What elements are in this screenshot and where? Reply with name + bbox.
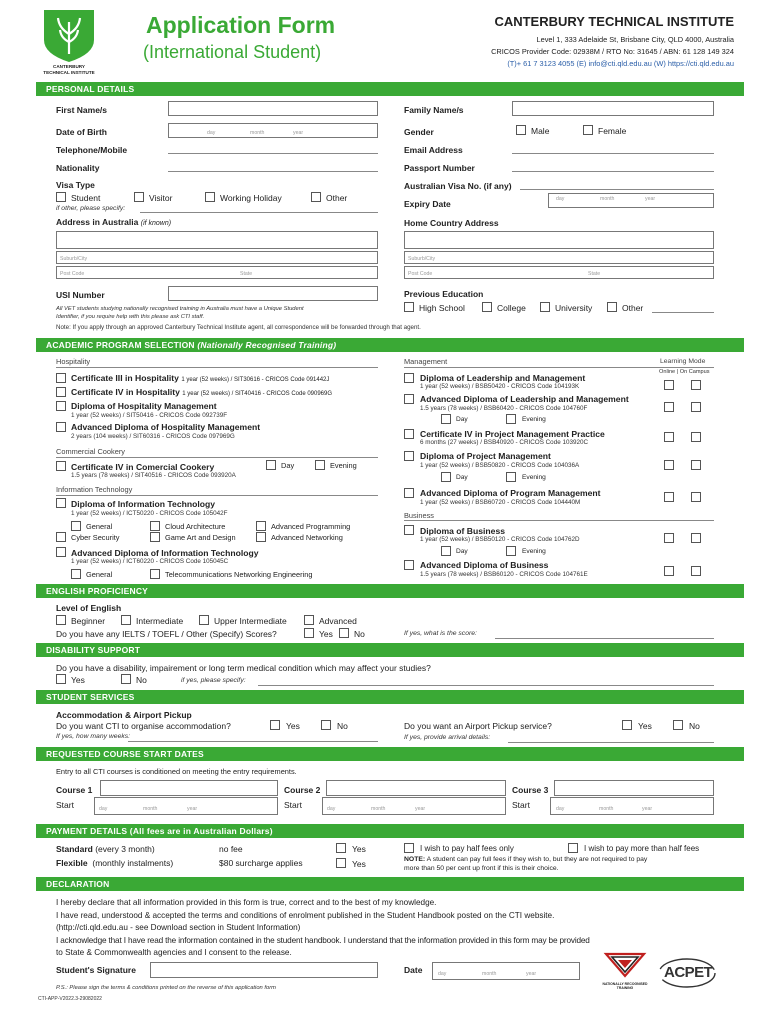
section-disability: DISABILITY SUPPORT xyxy=(36,643,744,657)
home-postcode-hint: Post Code xyxy=(408,271,433,277)
course-dit: Diploma of Information Technology xyxy=(71,499,216,509)
course3-year-hint: year xyxy=(642,806,653,812)
usi-note-2: Identifier, if you require help with this please ask CTI staff. xyxy=(56,314,205,320)
course2-month-hint: month xyxy=(371,806,386,812)
course1-label: Course 1 xyxy=(56,785,93,795)
hospitality-rule xyxy=(56,367,378,368)
course2-year-hint: year xyxy=(415,806,426,812)
dlm-online-checkbox[interactable] xyxy=(664,380,674,390)
db-online-checkbox[interactable] xyxy=(664,533,674,543)
home-suburb-field[interactable] xyxy=(404,251,714,264)
course1-field[interactable] xyxy=(100,780,278,796)
usi-field[interactable] xyxy=(168,286,378,301)
home-state-hint: State xyxy=(588,271,601,277)
female-checkbox[interactable] xyxy=(583,125,593,135)
dit-adv-prog-label: Advanced Programming xyxy=(271,522,351,531)
email-field[interactable] xyxy=(512,153,714,154)
sign-year-hint: year xyxy=(526,971,537,977)
aus-visa-label: Australian Visa No. (if any) xyxy=(404,181,512,191)
logo-lettering: CANTERBURY TECHNICAL INSTITUTE xyxy=(43,64,95,75)
english-intermediate-label: Intermediate xyxy=(136,616,184,626)
first-name-label: First Name/s xyxy=(56,105,108,115)
telephone-label: Telephone/Mobile xyxy=(56,145,128,155)
course-adb-info: 1.5 years (78 weeks) / BSB60120 - CRICOS Code 104761E xyxy=(420,571,588,578)
english-advanced-label: Advanced xyxy=(319,616,357,626)
pickup-question: Do you want an Airport Pickup service? xyxy=(404,721,552,731)
dit-cyber-label: Cyber Security xyxy=(71,533,120,542)
passport-field[interactable] xyxy=(512,171,714,172)
course-c4-hospitality: Certificate IV in Hospitality 1 year (52 weeks) / SIT40416 - CRICOS Code 090969G xyxy=(71,387,333,397)
course-c4-cookery-info: 1.5 years (78 weeks) / SIT40516 - CRICOS Code 093920A xyxy=(71,472,236,479)
pickup-no-label: No xyxy=(689,721,700,731)
edu-high-school-checkbox[interactable] xyxy=(404,302,414,312)
course-adhm: Advanced Diploma of Hospitality Management xyxy=(71,422,261,432)
usi-label: USI Number xyxy=(56,290,105,300)
course-db: Diploma of Business xyxy=(420,526,505,536)
dpm-online-checkbox[interactable] xyxy=(664,460,674,470)
course-adit-checkbox[interactable] xyxy=(56,547,66,557)
accommodation-yes-checkbox[interactable] xyxy=(270,720,280,730)
course-c4pm: Certificate IV in Project Management Practice xyxy=(420,429,605,439)
course-adhm-info: 2 years (104 weeks) / SIT60316 - CRICOS Code 097969G xyxy=(71,433,235,440)
disability-specify-label: if yes, please specify: xyxy=(181,677,246,684)
cookery-day-label: Day xyxy=(281,461,295,470)
expiry-month-hint: month xyxy=(600,196,615,202)
payment-note-2: more than 50 per cent up front if this is their choice. xyxy=(404,865,559,872)
course-adhm-checkbox[interactable] xyxy=(56,422,66,432)
address-au-note: (if known) xyxy=(140,220,172,227)
declaration-line-5: to State & Commonwealth agencies and I consent to the release. xyxy=(56,948,292,957)
course-db-checkbox[interactable] xyxy=(404,525,414,535)
course-dhm-info: 1 year (52 weeks) / SIT50416 - CRICOS Code 092739F xyxy=(71,412,228,419)
english-upper-checkbox[interactable] xyxy=(199,615,209,625)
section-start-dates: REQUESTED COURSE START DATES xyxy=(36,747,744,761)
dpm-evening-checkbox[interactable] xyxy=(506,472,516,482)
course-adlm-checkbox[interactable] xyxy=(404,394,414,404)
course-dit-checkbox[interactable] xyxy=(56,498,66,508)
visa-student-checkbox[interactable] xyxy=(56,192,66,202)
course-dlm-checkbox[interactable] xyxy=(404,373,414,383)
ielts-question: Do you have any IELTS / TOEFL / Other (Specify) Scores? xyxy=(56,629,277,639)
home-address-field[interactable] xyxy=(404,231,714,249)
course-db-info: 1 year (52 weeks) / BSB50120 - CRICOS Code 104762D xyxy=(420,536,580,543)
usi-note-1: All VET students studying nationally recognised training in Australia must have a Unique Student xyxy=(56,306,304,312)
signature-date-label: Date xyxy=(404,965,423,975)
cookery-evening-label: Evening xyxy=(330,461,357,470)
female-label: Female xyxy=(598,126,627,136)
course-c3-hospitality: Certificate III in Hospitality 1 year (52 weeks) / SIT30616 - CRICOS Code 091442J xyxy=(71,373,330,383)
visa-type-label: Visa Type xyxy=(56,180,95,190)
previous-education-label: Previous Education xyxy=(404,289,484,299)
course-c4pm-info: 6 months (27 weeks) / BSB40920 - CRICOS Code 103920C xyxy=(420,439,589,446)
dit-general-checkbox[interactable] xyxy=(71,521,81,531)
male-checkbox[interactable] xyxy=(516,125,526,135)
business-rule xyxy=(404,520,714,521)
section-payment: PAYMENT DETAILS (All fees are in Australian Dollars) xyxy=(36,824,744,838)
accommodation-no-checkbox[interactable] xyxy=(321,720,331,730)
edu-college-label: College xyxy=(497,303,526,313)
course2-day-hint: day xyxy=(327,806,336,812)
dob-field[interactable] xyxy=(168,123,378,138)
edu-other-checkbox[interactable] xyxy=(607,302,617,312)
ps-note: P.S.: Please sign the terms & conditions printed on the reverse of this application form xyxy=(56,985,276,991)
course-adb-checkbox[interactable] xyxy=(404,560,414,570)
nationality-label: Nationality xyxy=(56,163,100,173)
home-address-label: Home Country Address xyxy=(404,218,499,228)
course-adit-info: 1 year (52 weeks) / ICT60220 - CRICOS Code 105045C xyxy=(71,558,229,565)
pickup-no-checkbox[interactable] xyxy=(673,720,683,730)
pay-half-label: I wish to pay half fees only xyxy=(420,844,514,853)
agent-note: Note: If you apply through an approved Canterbury Technical Institute agent, all correspondence will be forwarded through that agent. xyxy=(56,324,421,331)
aus-visa-field[interactable] xyxy=(520,189,714,190)
hospitality-heading: Hospitality xyxy=(56,357,91,366)
adit-general-label: General xyxy=(86,570,113,579)
adit-telecom-label: Telecommunications Networking Engineering xyxy=(165,570,313,579)
dob-day-hint: day xyxy=(207,130,216,136)
adit-general-checkbox[interactable] xyxy=(71,569,81,579)
passport-label: Passport Number xyxy=(404,163,475,173)
visa-other-label: Other xyxy=(326,193,348,203)
payment-standard-checkbox[interactable] xyxy=(336,843,346,853)
acpet-logo xyxy=(656,956,718,990)
form-title: Application Form xyxy=(146,12,336,38)
course-c4-cookery-checkbox[interactable] xyxy=(56,461,66,471)
payment-flexible: Flexible (monthly instalments) xyxy=(56,858,174,868)
course3-field[interactable] xyxy=(554,780,714,796)
payment-note: NOTE: A student can pay full fees if they wish to, but they are not required to pay xyxy=(404,856,648,863)
family-name-field[interactable] xyxy=(512,101,714,116)
ielts-score-field[interactable] xyxy=(495,638,714,639)
commercial-cookery-rule xyxy=(56,457,378,458)
signature-field[interactable] xyxy=(150,962,378,978)
male-label: Male xyxy=(531,126,550,136)
course-c4-hospitality-checkbox[interactable] xyxy=(56,387,66,397)
expiry-year-hint: year xyxy=(645,196,656,202)
course-c4pm-checkbox[interactable] xyxy=(404,429,414,439)
course1-start-field[interactable] xyxy=(94,797,278,815)
dit-adv-prog-checkbox[interactable] xyxy=(256,521,266,531)
home-suburb-hint: Suburb/City xyxy=(408,256,436,262)
cti-logo xyxy=(44,10,94,62)
disability-no-label: No xyxy=(136,675,147,685)
disability-yes-checkbox[interactable] xyxy=(56,674,66,684)
pickup-yes-checkbox[interactable] xyxy=(622,720,632,730)
address-au-field[interactable] xyxy=(56,231,378,249)
english-level-label: Level of English xyxy=(56,603,122,613)
section-declaration: DECLARATION xyxy=(36,877,744,891)
start-dates-note: Entry to all CTI courses is conditioned on meeting the entry requirements. xyxy=(56,767,297,776)
course3-label: Course 3 xyxy=(512,785,549,795)
first-name-field[interactable] xyxy=(168,101,378,116)
dit-cloud-label: Cloud Architecture xyxy=(165,522,226,531)
declaration-line-4: I acknowledge that I have read the information contained in the student handbook. I understand that the information provided in this form may be provided xyxy=(56,936,590,945)
dpm-day-checkbox[interactable] xyxy=(441,472,451,482)
dit-game-label: Game Art and Design xyxy=(165,533,236,542)
address-au-label: Address in Australia (if known) xyxy=(56,217,172,227)
dit-general-label: General xyxy=(86,522,113,531)
adpm-campus-checkbox[interactable] xyxy=(691,492,701,502)
disability-specify-field[interactable] xyxy=(258,685,714,686)
course-adpm: Advanced Diploma of Program Management xyxy=(420,488,601,498)
address-au-postcode-hint: Post Code xyxy=(60,271,85,277)
adlm-online-checkbox[interactable] xyxy=(664,402,674,412)
management-heading: Management xyxy=(404,357,448,366)
accommodation-question: Do you want CTI to organise accommodation? xyxy=(56,721,231,731)
pickup-arrival-field[interactable] xyxy=(508,742,714,743)
visa-other-checkbox[interactable] xyxy=(311,192,321,202)
db-day-checkbox[interactable] xyxy=(441,546,451,556)
expiry-label: Expiry Date xyxy=(404,199,451,209)
visa-working-holiday-label: Working Holiday xyxy=(220,193,282,203)
course-adlm-info: 1.5 years (78 weeks) / BSB60420 - CRICOS Code 104760F xyxy=(420,405,588,412)
db-day-label: Day xyxy=(456,548,468,555)
edu-high-school-label: High School xyxy=(419,303,465,313)
course-dpm: Diploma of Project Management xyxy=(420,451,551,461)
dit-adv-net-checkbox[interactable] xyxy=(256,532,266,542)
course-adit: Advanced Diploma of Information Technology xyxy=(71,548,259,558)
adit-telecom-checkbox[interactable] xyxy=(150,569,160,579)
course1-start-label: Start xyxy=(56,800,74,810)
home-postcode-field[interactable] xyxy=(404,266,714,279)
course2-start-label: Start xyxy=(284,800,302,810)
adlm-day-label: Day xyxy=(456,416,468,423)
institute-codes: CRICOS Provider Code: 02938M / RTO No: 31645 / ABN: 61 128 149 324 xyxy=(491,47,734,56)
expiry-field[interactable] xyxy=(548,193,714,208)
visa-working-holiday-checkbox[interactable] xyxy=(205,192,215,202)
acpet-text: ACPET xyxy=(664,964,713,981)
pay-more-checkbox[interactable] xyxy=(568,843,578,853)
commercial-cookery-heading: Commercial Cookery xyxy=(56,447,125,456)
dit-adv-net-label: Advanced Networking xyxy=(271,533,343,542)
course-adlm: Advanced Diploma of Leadership and Management xyxy=(420,394,629,404)
payment-flexible-checkbox[interactable] xyxy=(336,858,346,868)
course-dhm: Diploma of Hospitality Management xyxy=(71,401,217,411)
ielts-yes-label: Yes xyxy=(319,629,333,639)
course3-start-label: Start xyxy=(512,800,530,810)
ielts-yes-checkbox[interactable] xyxy=(304,628,314,638)
dpm-campus-checkbox[interactable] xyxy=(691,460,701,470)
course-adpm-checkbox[interactable] xyxy=(404,488,414,498)
dit-game-checkbox[interactable] xyxy=(150,532,160,542)
course-dpm-checkbox[interactable] xyxy=(404,451,414,461)
pay-more-label: I wish to pay more than half fees xyxy=(584,844,700,853)
nationality-field[interactable] xyxy=(168,171,378,172)
edu-other-field[interactable] xyxy=(652,312,714,313)
course3-start-field[interactable] xyxy=(550,797,714,815)
payment-standard: Standard (every 3 month) xyxy=(56,844,155,854)
email-label: Email Address xyxy=(404,145,463,155)
signature-date-field[interactable] xyxy=(432,962,580,980)
dit-cyber-checkbox[interactable] xyxy=(56,532,66,542)
address-au-state-hint: State xyxy=(240,271,253,277)
sign-month-hint: month xyxy=(482,971,497,977)
family-name-label: Family Name/s xyxy=(404,105,464,115)
nrt-text: NATIONALLY RECOGNISED TRAINING xyxy=(602,982,648,990)
payment-no-fee: no fee xyxy=(219,844,243,854)
disability-no-checkbox[interactable] xyxy=(121,674,131,684)
it-rule xyxy=(56,495,378,496)
db-campus-checkbox[interactable] xyxy=(691,533,701,543)
course1-month-hint: month xyxy=(143,806,158,812)
course2-field[interactable] xyxy=(326,780,506,796)
course-dlm: Diploma of Leadership and Management xyxy=(420,373,586,383)
disability-yes-label: Yes xyxy=(71,675,85,685)
pickup-arrival-label: If yes, provide arrival details: xyxy=(404,734,491,741)
course3-month-hint: month xyxy=(599,806,614,812)
dit-cloud-checkbox[interactable] xyxy=(150,521,160,531)
expiry-day-hint: day xyxy=(556,196,565,202)
english-intermediate-checkbox[interactable] xyxy=(121,615,131,625)
section-student-services: STUDENT SERVICES xyxy=(36,690,744,704)
edu-university-checkbox[interactable] xyxy=(540,302,550,312)
adb-campus-checkbox[interactable] xyxy=(691,566,701,576)
english-advanced-checkbox[interactable] xyxy=(304,615,314,625)
ielts-no-label: No xyxy=(354,629,365,639)
course1-year-hint: year xyxy=(187,806,198,812)
address-au-postcode-field[interactable] xyxy=(56,266,378,279)
adb-online-checkbox[interactable] xyxy=(664,566,674,576)
it-heading: Information Technology xyxy=(56,485,133,494)
business-heading: Business xyxy=(404,511,434,520)
course2-label: Course 2 xyxy=(284,785,321,795)
edu-college-checkbox[interactable] xyxy=(482,302,492,312)
gender-label: Gender xyxy=(404,127,434,137)
edu-other-label: Other xyxy=(622,303,644,313)
english-beginner-label: Beginner xyxy=(71,616,106,626)
visa-visitor-checkbox[interactable] xyxy=(134,192,144,202)
institute-address: Level 1, 333 Adelaide St, Brisbane City, QLD 4000, Australia xyxy=(536,35,734,44)
course2-start-field[interactable] xyxy=(322,797,506,815)
nrt-logo xyxy=(602,952,648,992)
form-code: CTI-APP-V2022.3-29082022 xyxy=(38,996,102,1002)
adlm-campus-checkbox[interactable] xyxy=(691,402,701,412)
management-rule xyxy=(404,367,714,368)
payment-surcharge: $80 surcharge applies xyxy=(219,858,303,868)
c4pm-online-checkbox[interactable] xyxy=(664,432,674,442)
cookery-evening-checkbox[interactable] xyxy=(315,460,325,470)
section-academic: ACADEMIC PROGRAM SELECTION (Nationally Recognised Training) xyxy=(36,338,744,352)
course-dpm-info: 1 year (52 weeks) / BSB50820 - CRICOS Code 104036A xyxy=(420,462,580,469)
ielts-score-label: If yes, what is the score: xyxy=(404,630,477,637)
address-au-suburb-field[interactable] xyxy=(56,251,378,264)
accommodation-weeks-label: If yes, how many weeks: xyxy=(56,733,131,740)
course-adpm-info: 1 year (52 weeks) / BSB60720 - CRICOS Code 104440M xyxy=(420,499,581,506)
course-c4-cookery: Certificate IV in Comercial Cookery xyxy=(71,462,215,472)
institute-name: CANTERBURY TECHNICAL INSTITUTE xyxy=(494,14,734,29)
db-evening-checkbox[interactable] xyxy=(506,546,516,556)
learning-mode-heading: Learning Mode xyxy=(660,358,706,365)
address-au-suburb-hint: Suburb/City xyxy=(60,256,88,262)
ielts-no-checkbox[interactable] xyxy=(339,628,349,638)
accommodation-yes-label: Yes xyxy=(286,721,300,731)
dob-year-hint: year xyxy=(293,130,304,136)
cookery-day-checkbox[interactable] xyxy=(266,460,276,470)
telephone-field[interactable] xyxy=(168,153,378,154)
accommodation-weeks-field[interactable] xyxy=(128,741,378,742)
disability-question: Do you have a disability, impairement or long term medical condition which may affect your studies? xyxy=(56,663,431,673)
english-beginner-checkbox[interactable] xyxy=(56,615,66,625)
course-adb: Advanced Diploma of Business xyxy=(420,560,549,570)
pickup-yes-label: Yes xyxy=(638,721,652,731)
institute-contact: (T)+ 61 7 3123 4055 (E) info@cti.qld.edu.au (W) https://cti.qld.edu.au xyxy=(507,59,734,68)
form-subtitle: (International Student) xyxy=(143,42,322,62)
pay-half-checkbox[interactable] xyxy=(404,843,414,853)
c4pm-campus-checkbox[interactable] xyxy=(691,432,701,442)
edu-university-label: University xyxy=(555,303,593,313)
course1-day-hint: day xyxy=(99,806,108,812)
payment-standard-yes: Yes xyxy=(352,844,366,854)
dob-month-hint: month xyxy=(250,130,265,136)
visa-other-field[interactable] xyxy=(140,212,378,213)
declaration-line-3: (http://cti.qld.edu.au - see Download section in Student Information) xyxy=(56,923,301,932)
adlm-evening-checkbox[interactable] xyxy=(506,414,516,424)
visa-visitor-label: Visitor xyxy=(149,193,173,203)
declaration-line-2: I have read, understood & accepted the terms and conditions of enrolment published in the Student Handbook posted on the CTI website. xyxy=(56,911,555,920)
course-dlm-info: 1 year (52 weeks) / BSB50420 - CRICOS Code 104193K xyxy=(420,383,580,390)
dpm-evening-label: Evening xyxy=(522,474,546,481)
section-personal-details: PERSONAL DETAILS xyxy=(36,82,744,96)
signature-label: Student's Signature xyxy=(56,965,136,975)
payment-flexible-yes: Yes xyxy=(352,859,366,869)
accommodation-no-label: No xyxy=(337,721,348,731)
dpm-day-label: Day xyxy=(456,474,468,481)
sign-day-hint: day xyxy=(438,971,447,977)
course-c3-hospitality-checkbox[interactable] xyxy=(56,373,66,383)
dlm-campus-checkbox[interactable] xyxy=(691,380,701,390)
adlm-evening-label: Evening xyxy=(522,416,546,423)
adlm-day-checkbox[interactable] xyxy=(441,414,451,424)
dob-label: Date of Birth xyxy=(56,127,107,137)
adpm-online-checkbox[interactable] xyxy=(664,492,674,502)
declaration-line-1: I hereby declare that all information provided in this form is true, correct and to the best of my knowledge. xyxy=(56,898,437,907)
section-english: ENGLISH PROFICIENCY xyxy=(36,584,744,598)
course3-day-hint: day xyxy=(556,806,565,812)
course-dhm-checkbox[interactable] xyxy=(56,401,66,411)
course-dit-info: 1 year (52 weeks) / ICT50220 - CRICOS Code 105042F xyxy=(71,510,228,517)
db-evening-label: Evening xyxy=(522,548,546,555)
learning-mode-cols: Online | On Campus xyxy=(659,369,710,375)
visa-other-specify: if other, please specify: xyxy=(56,205,126,212)
visa-student-label: Student xyxy=(71,193,101,203)
services-heading: Accommodation & Airport Pickup xyxy=(56,710,192,720)
english-upper-label: Upper Intermediate xyxy=(214,616,287,626)
